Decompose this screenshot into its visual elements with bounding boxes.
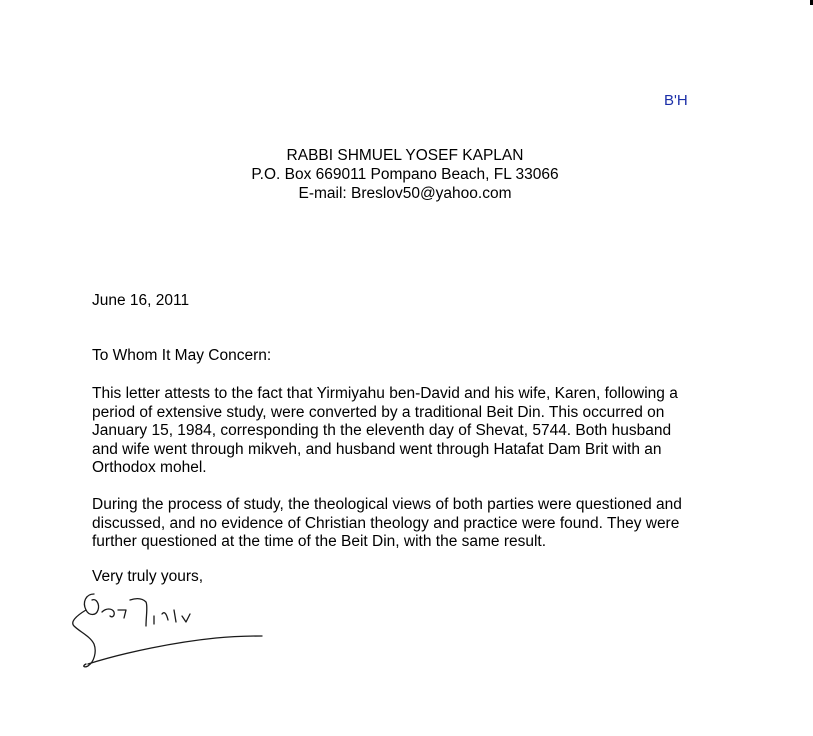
letterhead [190,146,620,203]
paragraph-line: During the process of study, the theological views of both parties were questioned and [92,496,682,513]
paragraph-line: and wife went through mikveh, and husband went through Hatafat Dam Brit with an [92,440,662,458]
letterhead-name: RABBI SHMUEL YOSEF KAPLAN [286,147,524,164]
handwritten-signature [66,586,276,676]
paragraph-line: This letter attests to the fact that Yirmiyahu ben-David and his wife, Karen, following a [92,385,678,402]
paragraph-line: period of extensive study, were converted by a traditional Beit Din. This occurred on [92,403,665,421]
letterhead-email: E-mail: Breslov50@yahoo.com [298,185,512,202]
letterhead-address: P.O. Box 669011 Pompano Beach, FL 33066 [251,166,559,183]
body-paragraph-1 [92,385,732,478]
paragraph-line: January 15, 1984, corresponding th the eleventh day of Shevat, 5744. Both husband [92,422,672,439]
paragraph-line: further questioned at the time of the Beit Din, with the same result. [92,533,547,550]
salutation: To Whom It May Concern: [92,347,272,364]
closing: Very truly yours, [92,568,204,585]
letter-date: June 16, 2011 [92,292,190,309]
bh-mark: B'H [664,92,688,109]
body-paragraph-2 [92,496,732,552]
paragraph-line: discussed, and no evidence of Christian theology and practice were found. They were [92,514,680,532]
paragraph-line: Orthodox mohel. [92,459,207,476]
